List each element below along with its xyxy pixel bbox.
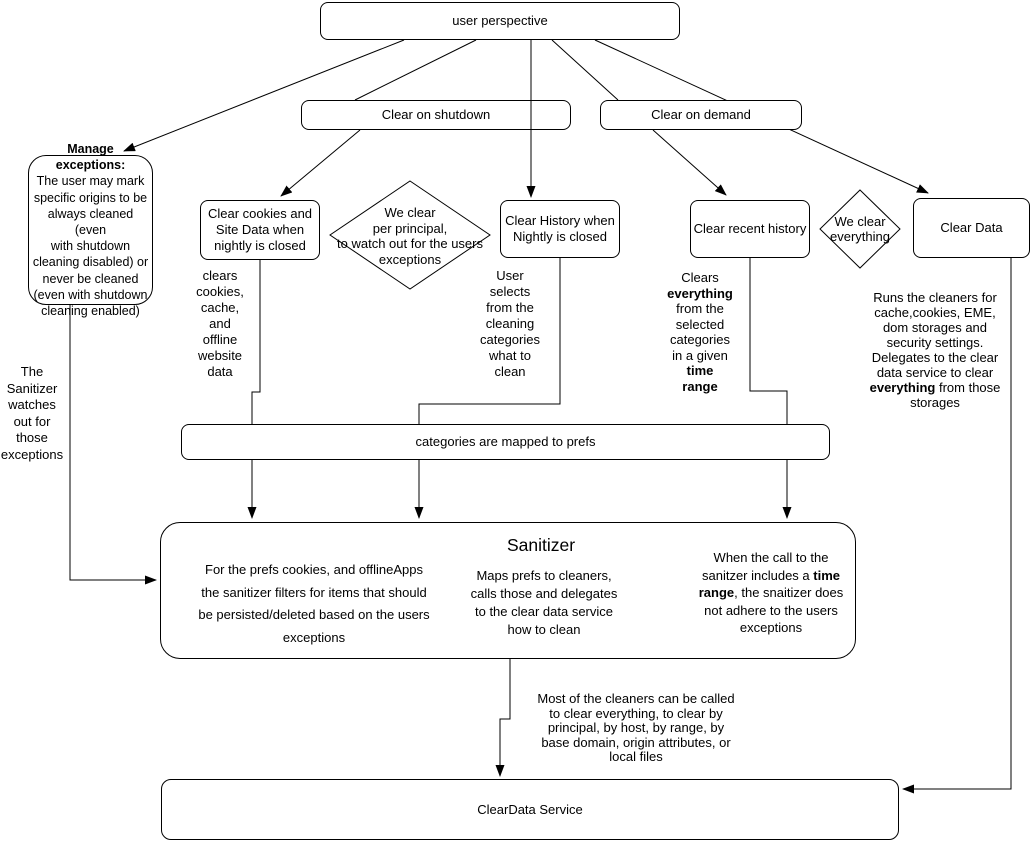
node-clear-cookies <box>200 200 320 260</box>
node-categories-mapped-to-prefs <box>181 424 830 460</box>
node-cleardata-service <box>161 779 899 840</box>
node-clear-history <box>500 200 620 258</box>
edge-demand-to-clear-recent-history <box>653 130 726 195</box>
node-categories-label: categories are mapped to prefs <box>415 434 596 449</box>
node-cleardata-service-label: ClearData Service <box>477 801 583 817</box>
node-clear-history-label: Clear History when Nightly is closed <box>505 213 615 244</box>
sanitizer-left-text: For the prefs cookies, and offlineApps the sanitizer filters for items that should be persisted/deleted based on the users exceptions <box>198 562 430 645</box>
node-user-perspective-label: user perspective <box>452 13 548 28</box>
annotation-runs-cleaners: Runs the cleaners for cache,cookies, EME, dom storages and security settings. Delegates to the clear data service to clear everything from those storages <box>869 290 1001 410</box>
edge-manage-to-sanitizer <box>70 305 156 580</box>
edge-shutdown-to-clear-cookies <box>281 130 360 196</box>
node-manage-exceptions-text: Manage exceptions: The user may mark specific origins to be always cleaned (even with shutdown cleaning disabled) or never be cleaned (even with shutdown cleaning enabled) <box>32 141 149 318</box>
node-sanitizer <box>160 522 856 659</box>
annotation-sanitizer-watches: The Sanitizer watches out for those exceptions <box>0 364 64 462</box>
edge-user-to-clear-on-shutdown <box>355 40 476 100</box>
node-clear-cookies-label: Clear cookies and Site Data when nightly is closed <box>207 206 313 253</box>
node-clear-on-shutdown <box>301 100 571 130</box>
node-manage-exceptions <box>28 141 153 318</box>
node-clear-data-label: Clear Data <box>940 220 1003 235</box>
edge-user-to-clear-on-demand <box>552 40 618 100</box>
node-clear-on-demand <box>600 100 802 130</box>
annotation-clears-cookies: clears cookies, cache, and offline website data <box>196 268 244 379</box>
per-principal-diamond-label: We clear per principal, to watch out for the users exceptions <box>337 205 483 267</box>
annotation-clears-everything: Clears everything from the selected categories in a given time range <box>667 270 733 394</box>
edge-sanitizer-to-cleardata <box>500 659 510 776</box>
sanitizer-title: Sanitizer <box>506 535 576 555</box>
annotation-most-cleaners: Most of the cleaners can be called to clear everything, to clear by principal, by host, by range, by base domain, origin attributes, or local files <box>537 691 735 765</box>
node-user-perspective <box>320 2 680 40</box>
sanitizer-center-text: Maps prefs to cleaners, calls those and delegates to the clear data service how to clean <box>470 568 618 637</box>
node-clear-recent-history <box>690 200 810 258</box>
node-clear-data <box>913 198 1030 258</box>
node-clear-on-demand-label: Clear on demand <box>651 107 751 122</box>
edge-clear-recent-to-categories <box>750 258 787 424</box>
everything-diamond-label: We clear everything <box>830 214 890 244</box>
sanitizer-right-text: When the call to the sanitzer includes a time range, the snaitizer does not adhere to the users exceptions <box>698 550 844 635</box>
node-clear-on-shutdown-label: Clear on shutdown <box>381 107 491 122</box>
node-clear-recent-history-label: Clear recent history <box>693 221 807 236</box>
annotation-user-selects: User selects from the cleaning categories what to clean <box>480 268 540 379</box>
edge-user-to-manage-exceptions <box>124 40 404 151</box>
